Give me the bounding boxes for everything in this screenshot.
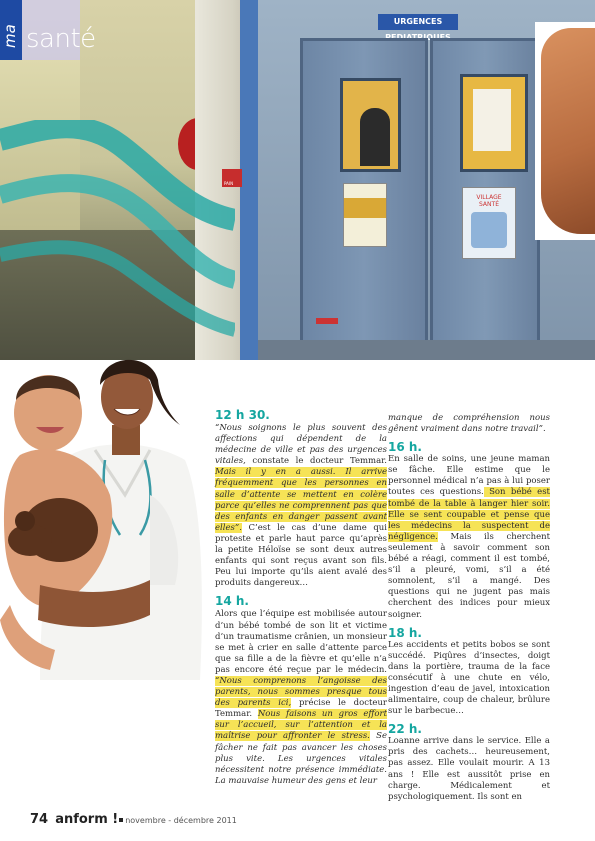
hospital-corridor-photo xyxy=(0,0,595,360)
door-window-right xyxy=(460,74,528,172)
article-column-1 xyxy=(215,408,387,787)
inset-arm-photo xyxy=(535,22,595,240)
magazine-brand: anform ! xyxy=(55,812,119,827)
village-sante-poster: VILLAGE SANTÉ xyxy=(462,187,516,259)
section-tag-sante: santé xyxy=(26,24,96,54)
footer-bullet-icon xyxy=(119,818,123,822)
paragraph-continuation: manque de compréhension nous gênent vraiment dans notre travail”. xyxy=(388,413,550,435)
section-tag-ma: ma xyxy=(1,24,19,48)
highlight-quote-1: Mais il y en a aussi. Il arrive fréquemment que les personnes en salle d’attente se mettent en colère parce qu’elles ne comprennent pas que des enfants en danger passent avant elles”. xyxy=(215,467,387,533)
issue-date: novembre - décembre 2011 xyxy=(125,816,237,825)
highlight-quote-2: “Nous comprenons l’angoisse des parents, nous sommes presque tous des parents ici, xyxy=(215,675,387,709)
article-column-2 xyxy=(388,413,550,803)
nurse-baby-photo xyxy=(0,345,205,680)
red-alarm-box: PAIN xyxy=(222,169,242,187)
paragraph-14h: Alors que l’équipe est mobilisée autour d’un bébé tombé de son lit et victime d’un traumatisme crânien, un monsieur se met à crier en salle d’attente parce que sa fille a de la fièvre et qu’elle n’a pas encore été reçue par le médecin. “Nous comprenons l’angoisse des parents, nous sommes presque tous des parents ici, précise le docteur Temmar. Nous faisons un gros effort sur l’accueil, sur l’attention et la maîtrise pour affronter le stress. Se fâcher ne fait pas avancer les choses plus vite. Les urgences vitales nécessitent notre présence immédiate. La mauvaise humeur des gens et leur xyxy=(215,609,388,786)
paragraph-1230: “Nous soignons le plus souvent des affections qui dépendent de la médecine de ville et pas des urgences vitales, constate le docteur Temmar. Mais il y en a aussi. Il arrive fréquemment que les personnes en salle d’attente se mettent en colère parce qu’elles ne comprennent pas que des enfants en danger passent avant elles”. C’est le cas d’une dame qui proteste et parle haut parce qu’après la petite Héloïse se sont deux autres enfants qui sont reçus avant son fils. Peu lui importe qu’ils aient avalé des produits dangereux… xyxy=(215,423,387,589)
page-footer xyxy=(30,808,237,827)
door-poster xyxy=(343,183,387,247)
paragraph-18h: Les accidents et petits bobos se sont succédé. Piqûres d’insectes, doigt dans la portière, trauma de la face consécutif à une chute en vélo, ingestion d’eau de javel, intoxication alimentaire, coup de chaleur, brûlure sur le barbecue… xyxy=(388,639,550,717)
time-heading-22h: 22 h. xyxy=(388,722,422,737)
time-heading-16h: 16 h. xyxy=(388,440,422,455)
person-silhouette xyxy=(360,108,390,166)
door-frame-trim xyxy=(240,0,258,360)
highlight-quote-3: Nous faisons un gros effort sur l’accueil, sur l’attention et la maîtrise pour affronter le stress. xyxy=(215,709,388,742)
highlight-quote-4: Son bébé est tombé de la table à langer hier soir. Elle se sent coupable et pense que les médecins la suspectent de négligence. xyxy=(388,487,550,542)
paragraph-22h: Loanne arrive dans le service. Elle a pris des cachets… heureusement, pas assez. Elle voulait mourir. A 13 ans ! Elle est aussitôt prise en charge. Médicalement et psychologiquement. Ils sont en xyxy=(388,736,550,802)
paragraph-16h: En salle de soins, une jeune maman se fâche. Elle estime que le personnel médical n’a pas à lui poser toutes ces questions. Son bébé est tombé de la table à langer hier soir. Elle se sent coupable et pense que les médecins la suspectent de négligence. Mais ils cherchent seulement à savoir comment son bébé a réagi, comment il est tombé, s’il a pleuré, vomi, s’il a été somnolent, s’il a mangé. Des questions qui ne jugent pas mais cherchent des indices pour mieux soigner. xyxy=(388,454,550,620)
time-heading-18h: 18 h. xyxy=(388,625,422,640)
door-threshold xyxy=(258,340,595,360)
door-plate xyxy=(316,318,338,324)
teal-wave-decoration xyxy=(0,120,235,350)
time-heading-14h: 14 h. xyxy=(215,594,249,609)
time-heading-1230: 12 h 30. xyxy=(215,408,270,422)
emergency-sign: URGENCES xyxy=(378,14,458,30)
page-number: 74 xyxy=(30,812,49,827)
